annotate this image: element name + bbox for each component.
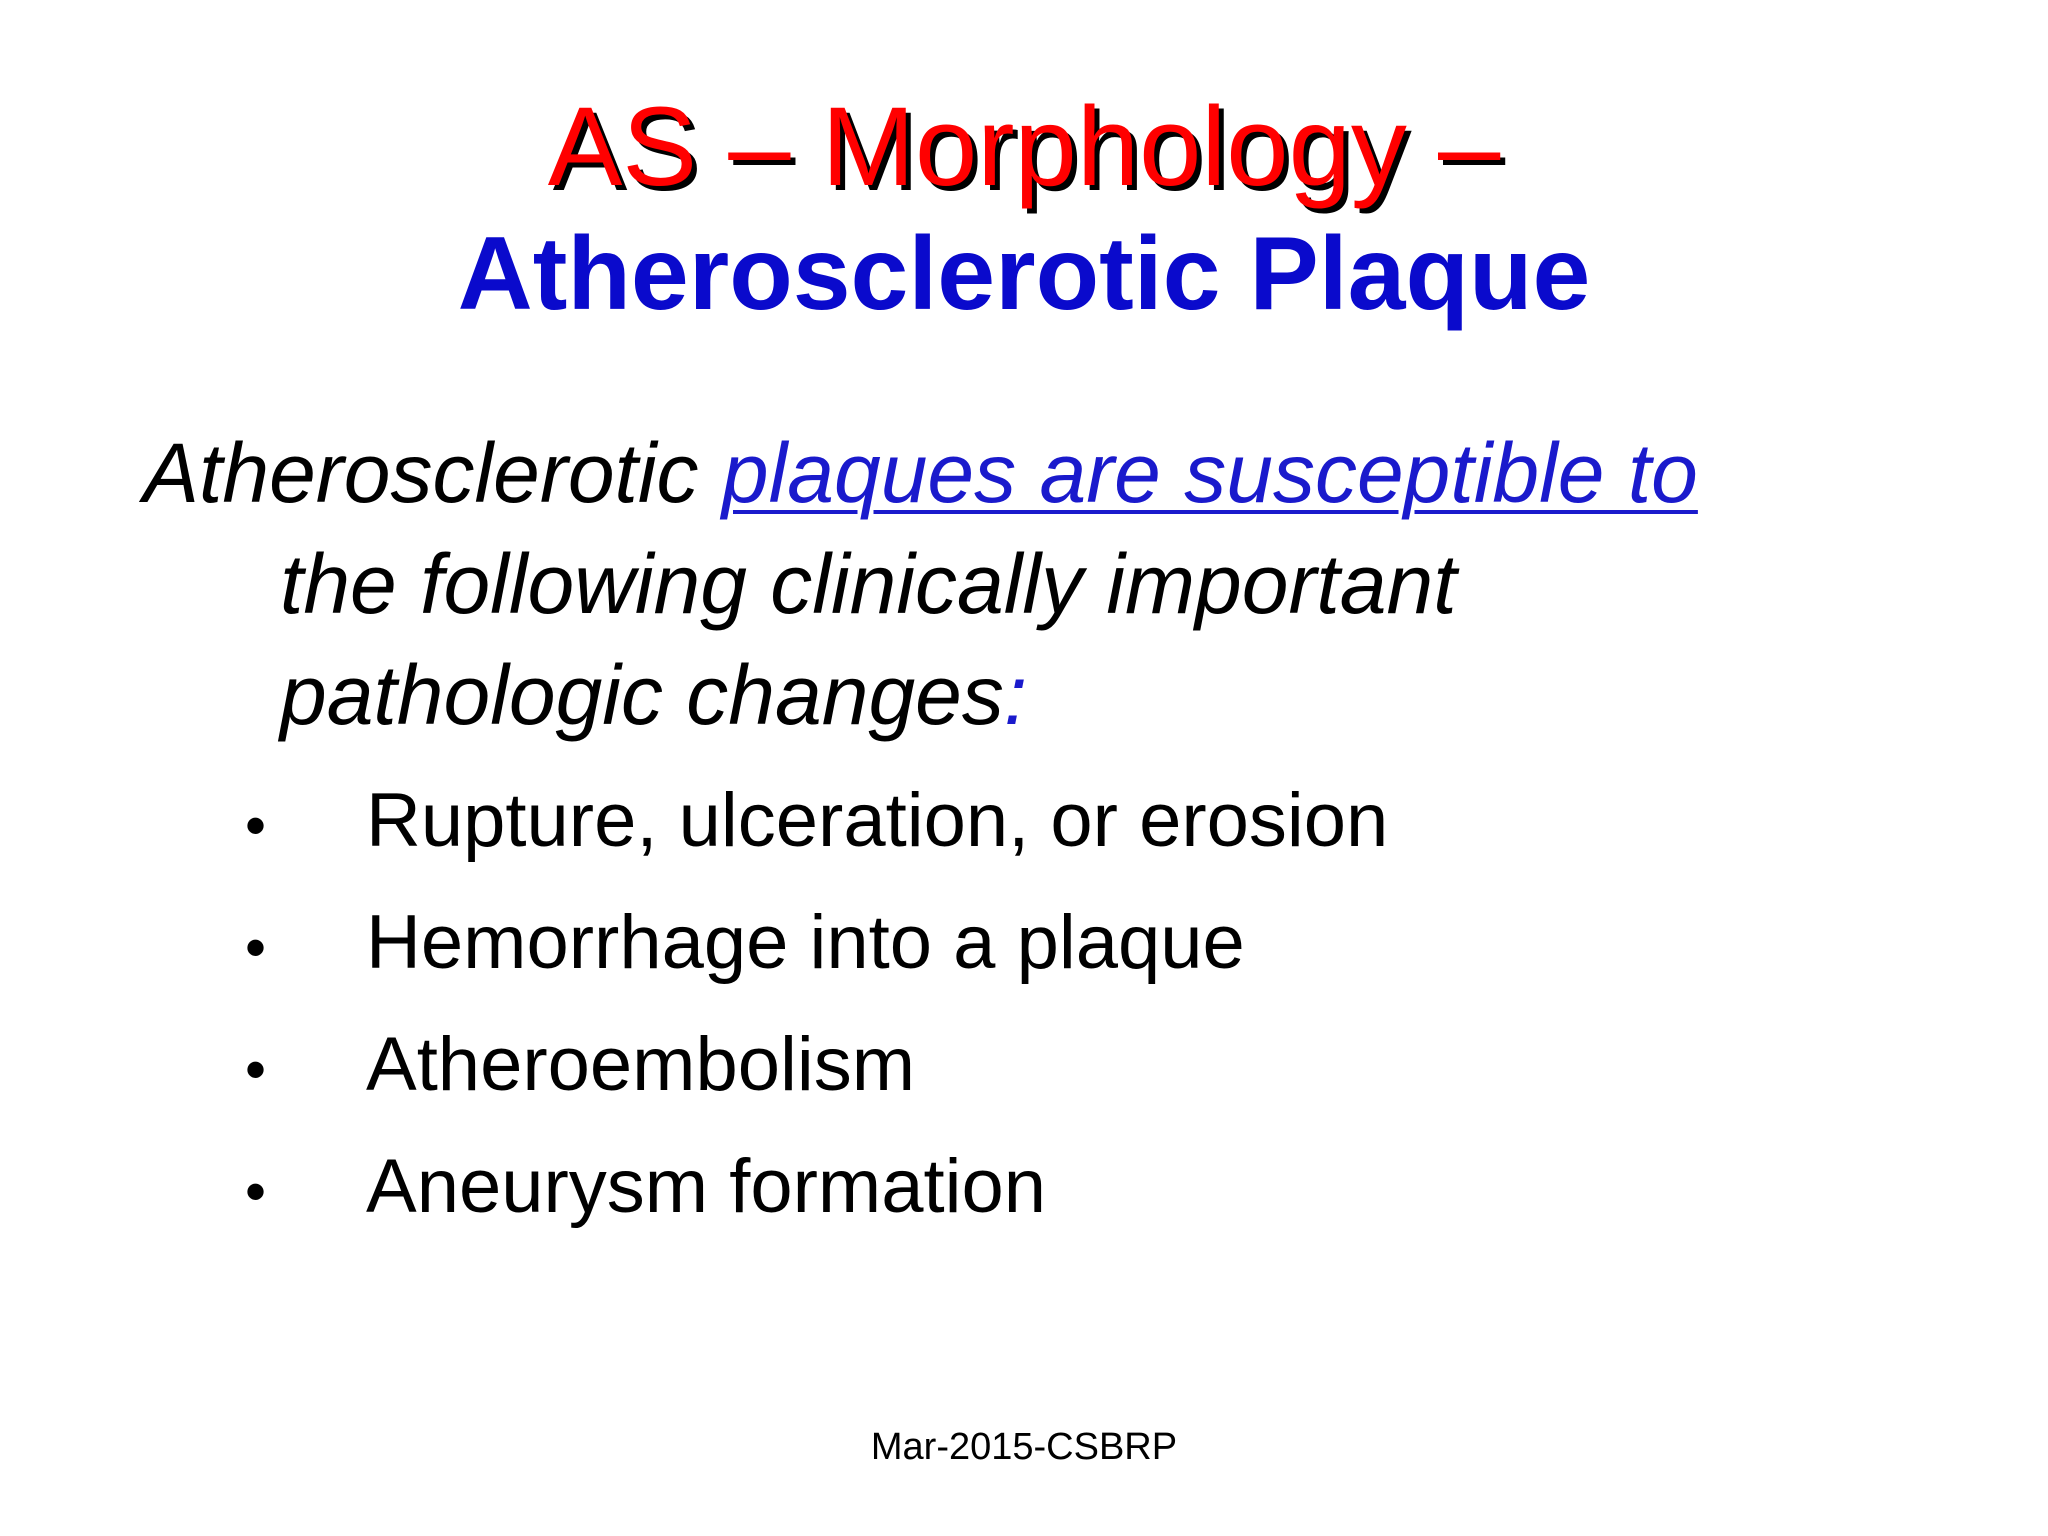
bullet-text: Atheroembolism	[366, 1022, 916, 1107]
intro-paragraph	[143, 418, 1943, 751]
bullet-icon: •	[245, 1158, 267, 1225]
slide-subtitle: Atherosclerotic Plaque	[457, 216, 1591, 332]
bullet-item	[245, 1128, 1388, 1250]
bullet-item	[245, 762, 1388, 884]
bullet-icon: •	[245, 914, 267, 981]
intro-colon: :	[1003, 648, 1028, 742]
intro-lead-text: Atherosclerotic	[143, 426, 722, 520]
slide-title: AS – Morphology –	[547, 84, 1501, 209]
bullet-text: Aneurysm formation	[366, 1144, 1047, 1229]
intro-line-1	[143, 418, 1943, 529]
intro-hyperlink[interactable]: plaques are susceptible to	[721, 426, 1698, 520]
slide-footer: Mar-2015-CSBRP	[870, 1426, 1178, 1468]
bullet-item	[245, 884, 1388, 1006]
bullet-icon: •	[245, 1036, 267, 1103]
bullet-icon: •	[245, 792, 267, 859]
bullet-list	[245, 762, 1388, 1250]
intro-line-3-text: pathologic changes	[280, 648, 1004, 742]
bullet-item	[245, 1006, 1388, 1128]
bullet-text: Hemorrhage into a plaque	[366, 900, 1245, 985]
bullet-text: Rupture, ulceration, or erosion	[366, 778, 1389, 863]
intro-line-3	[143, 640, 1943, 751]
intro-line-2: the following clinically important	[280, 537, 1457, 631]
